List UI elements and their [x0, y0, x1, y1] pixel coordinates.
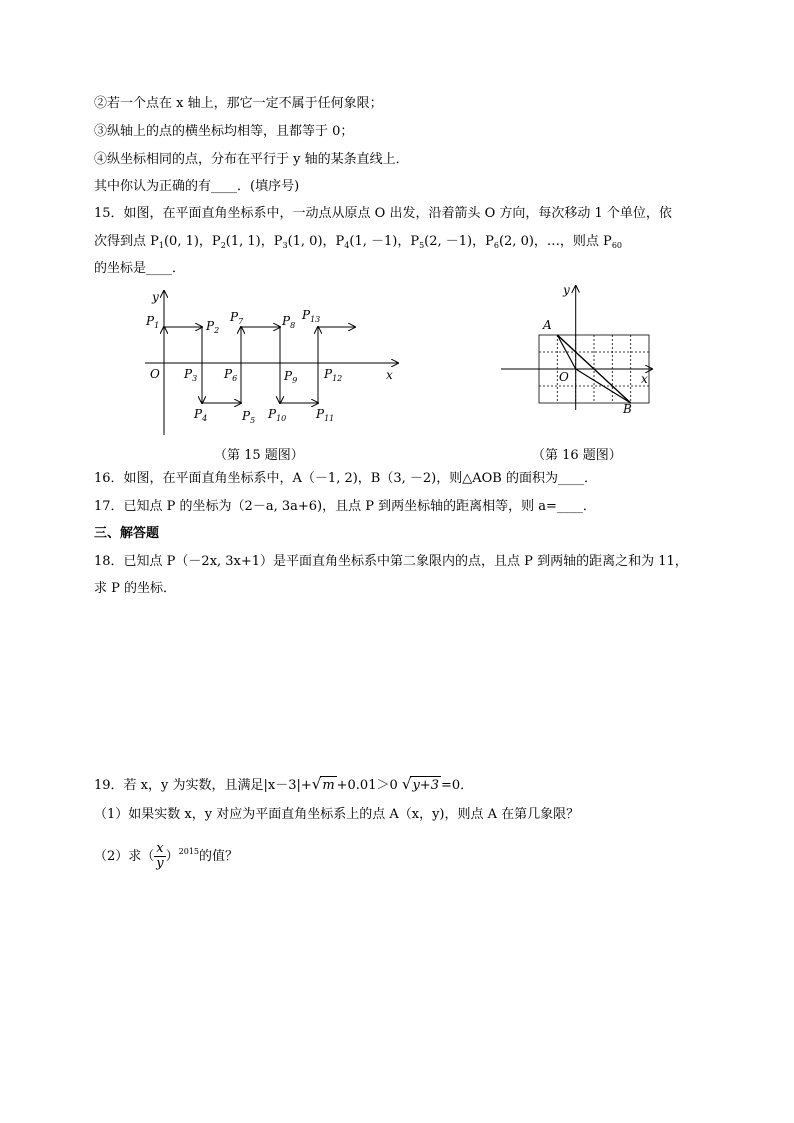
q15-p5: (2, －1)，P [424, 234, 494, 249]
sub-4: 4 [344, 241, 350, 250]
section-3-title: 三、解答题 [94, 526, 160, 541]
q19-intro: 19．若 x，y 为实数，且满足|x－3|+√m +0.01＞0 √y+3 =0． [94, 775, 474, 793]
statement-2: ②若一个点在 x 轴上，那它一定不属于任何象限； [94, 96, 383, 111]
q19-intro-text: 19．若 x，y 为实数，且满足|x－3|+ [94, 778, 312, 793]
sub-5: 5 [419, 241, 425, 250]
fig15-p4: $P_4$ [194, 407, 208, 423]
figure-16 [497, 280, 667, 420]
fig16-point-b: B [623, 402, 632, 416]
q17-text: 17．已知点 P 的坐标为（2－a, 3a+6)，且点 P 到两坐标轴的距离相等，则 a=____． [94, 499, 596, 514]
fig16-caption: （第 16 题图） [532, 448, 622, 463]
fig15-p13: $P_{13}$ [302, 308, 321, 324]
fig15-y-label: y [152, 290, 159, 304]
q19-part2-start: （2）求（ [94, 849, 155, 864]
q15-p4: (1, －1)，P [349, 234, 420, 249]
statement-4: ④纵坐标相同的点，分布在平行于 y 轴的某条直线上． [94, 152, 409, 167]
fig16-origin: O [559, 370, 569, 384]
q16-text: 16．如图，在平面直角坐标系中，A（－1, 2)，B（3, －2)，则△AOB 的面积为____． [94, 471, 597, 486]
q15-l2-start: 次得到点 P [94, 234, 159, 249]
fig16-x-label: x [641, 372, 648, 386]
fig16-point-a: A [543, 318, 552, 332]
fig15-p12: $P_{12}$ [324, 367, 343, 383]
q19-fraction [154, 842, 165, 871]
fig15-x-label: x [386, 368, 393, 382]
fig15-origin: O [150, 367, 160, 381]
q18-line2: 求 P 的坐标． [94, 581, 177, 596]
sub-6: 6 [493, 241, 499, 250]
q15-line2 [94, 233, 622, 255]
fig15-p8: $P_8$ [282, 314, 296, 330]
q19-frac-num: x [156, 841, 164, 856]
fig15-p6: $P_6$ [224, 367, 238, 383]
q19-end: =0． [440, 778, 474, 793]
q15-p3: (1, 0)，P [287, 234, 345, 249]
q15-p2: (1, 1)，P [225, 234, 283, 249]
fig15-p3: $P_3$ [184, 367, 198, 383]
q19-part1: （1）如果实数 x，y 对应为平面直角坐标系上的点 A（x，y)，则点 A 在第几象限？ [94, 807, 580, 822]
q19-sqrt-m: m [322, 778, 335, 793]
sub-1: 1 [158, 241, 164, 250]
q15-line3: 的坐标是____． [94, 261, 186, 276]
fig15-p9: $P_9$ [284, 369, 298, 385]
sub-60: 60 [611, 241, 622, 250]
statement-ask: 其中你认为正确的有____．(填序号) [94, 179, 300, 194]
q19-part2 [94, 836, 238, 873]
q19-frac-den: y [156, 856, 164, 871]
fig15-p10: $P_{10}$ [268, 407, 287, 423]
q19-mid: +0.01＞0 [336, 778, 398, 793]
q15-line1: 15．如图，在平面直角坐标系中，一动点从原点 O 出发，沿着箭头 O 方向，每次移动 1 个单位，依 [94, 206, 672, 221]
sub-3: 3 [282, 241, 288, 250]
fig15-p11: $P_{11}$ [316, 407, 335, 423]
q19-part2-close: ） [165, 849, 179, 864]
q19-sqrt-y: y+3 [412, 778, 439, 793]
fig15-caption: （第 15 题图） [214, 448, 304, 463]
q18-line1: 18．已知点 P（－2x, 3x+1）是平面直角坐标系中第二象限内的点，且点 P 到两轴的距离之和为 11， [94, 554, 688, 569]
q19-part2-end: 的值？ [199, 849, 239, 864]
q19-exponent: 2015 [178, 847, 199, 856]
q15-p6: (2, 0)，…，则点 P [498, 234, 612, 249]
fig15-p2: $P_2$ [206, 319, 220, 335]
fig15-p7: $P_7$ [230, 310, 244, 326]
sub-2: 2 [220, 241, 226, 250]
q15-p1: (0, 1)，P [163, 234, 221, 249]
figure-15 [140, 285, 410, 440]
statement-3: ③纵轴上的点的横坐标均相等，且都等于 0； [94, 124, 354, 139]
fig16-y-label: y [563, 283, 570, 297]
fig15-p1: $P_1$ [146, 314, 160, 330]
fig15-p5: $P_5$ [242, 409, 256, 425]
